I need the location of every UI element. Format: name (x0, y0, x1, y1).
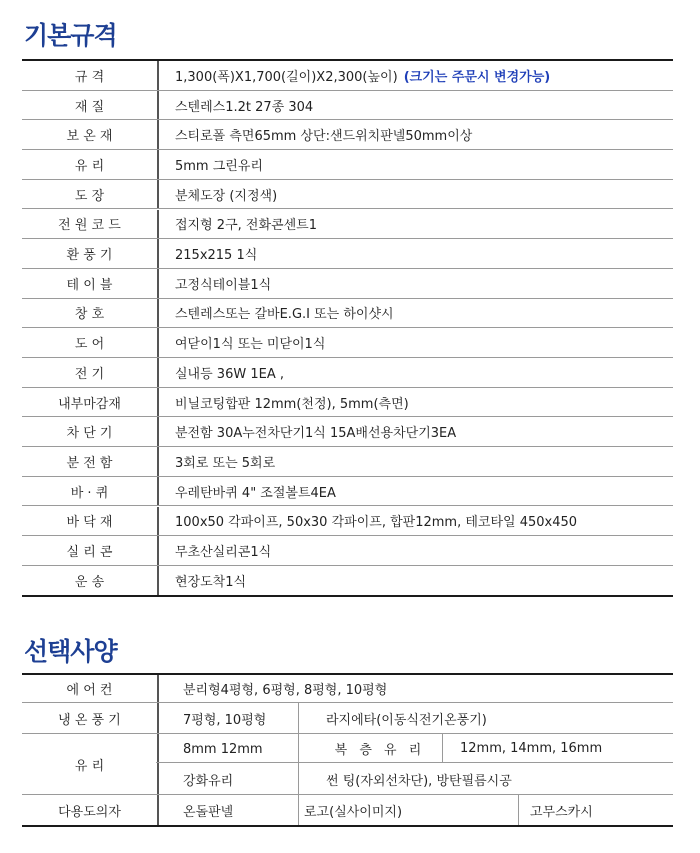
spec-row (22, 477, 673, 507)
spec-label: 전 기 (22, 358, 159, 387)
divider (442, 734, 443, 762)
spec-value (175, 417, 456, 446)
spec-value-text: 분전함 30A누전차단기1식 15A배선용차단기3EA (175, 426, 457, 442)
option-value-multi-1: 온돌판넬 (183, 804, 234, 820)
spec-row (22, 210, 673, 240)
spec-value-text: 1,300(폭)X1,700(길이)X2,300(높이) (175, 69, 398, 85)
option-value-heater-extra: 라지에타(이동식전기온풍기) (326, 712, 487, 728)
option-value-glass-thickness: 8mm 12mm (183, 741, 263, 757)
spec-value-text: 스텐레스또는 갈바E.G.I 또는 하이샷시 (175, 307, 394, 323)
spec-label: 바 닥 재 (22, 507, 159, 536)
spec-value-text: 실내등 36W 1EA , (175, 366, 284, 382)
spec-value (175, 91, 313, 120)
spec-label: 내부마감재 (22, 388, 159, 417)
divider (298, 734, 299, 794)
spec-value-text: 100x50 각파이프, 50x30 각파이프, 합판12mm, 테코타일 450x450 (175, 515, 578, 531)
option-label-glass: 유 리 (22, 734, 159, 794)
spec-value (175, 269, 271, 298)
spec-label: 테 이 블 (22, 269, 159, 298)
spec-label: 유 리 (22, 150, 159, 179)
spec-row (22, 536, 673, 566)
option-row-heater (22, 703, 673, 734)
spec-label: 보 온 재 (22, 120, 159, 149)
spec-value (175, 388, 409, 417)
spec-label: 실 리 콘 (22, 536, 159, 565)
spec-label: 차 단 기 (22, 417, 159, 446)
spec-value-text: 5mm 그린유리 (175, 158, 263, 174)
spec-value (175, 299, 394, 328)
option-label-heater: 냉 온 풍 기 (22, 703, 159, 733)
spec-label: 환 풍 기 (22, 239, 159, 268)
spec-value-text: 현장도착1식 (175, 574, 247, 590)
option-label-double-glass: 복 층 유 리 (334, 742, 426, 758)
spec-label: 도 어 (22, 328, 159, 357)
spec-row (22, 239, 673, 269)
spec-label: 재 질 (22, 91, 159, 120)
option-value-aircon: 분리형4평형, 6평형, 8평형, 10평형 (183, 683, 388, 698)
spec-row (22, 507, 673, 537)
spec-value (175, 210, 317, 239)
spec-row (22, 328, 673, 358)
spec-row (22, 91, 673, 121)
spec-value-text: 여닫이1식 또는 미닫이1식 (175, 337, 326, 353)
spec-label: 바 · 퀴 (22, 477, 159, 506)
spec-value (175, 328, 325, 357)
spec-value-text: 스티로폴 측면65mm 상단:샌드위치판넬50mm이상 (175, 129, 473, 145)
option-value-glass-tempered: 강화유리 (183, 773, 234, 789)
spec-label: 분 전 함 (22, 447, 159, 476)
options-section-title: 선택사양 (24, 637, 117, 666)
option-value-double-glass: 12mm, 14mm, 16mm (460, 740, 603, 756)
spec-value (175, 566, 246, 595)
spec-label: 규 격 (22, 61, 159, 90)
spec-label: 운 송 (22, 566, 159, 595)
spec-value-text: 215x215 1식 (175, 248, 258, 264)
spec-value-text: 접지형 2구, 전화콘센트1 (175, 218, 317, 234)
spec-row (22, 358, 673, 388)
spec-value (175, 447, 275, 476)
divider (298, 795, 299, 825)
spec-row (22, 61, 673, 91)
option-row-aircon (22, 675, 673, 703)
divider (298, 703, 299, 733)
spec-value (175, 477, 336, 506)
spec-label: 전 원 코 드 (22, 210, 159, 239)
spec-value-text: 3회로 또는 5회로 (175, 455, 276, 471)
spec-value (175, 180, 277, 209)
option-label-aircon: 에 어 컨 (22, 675, 159, 702)
options-table-bottom-rule (22, 825, 673, 827)
option-label-multi: 다용도의자 (22, 795, 159, 825)
spec-row (22, 566, 673, 597)
spec-row (22, 180, 673, 210)
spec-label: 창 호 (22, 299, 159, 328)
spec-value (175, 61, 550, 90)
spec-note: (크기는 주문시 변경가능) (403, 69, 551, 85)
spec-value-text: 비닐코팅합판 12mm(천정), 5mm(측면) (175, 396, 409, 412)
spec-value (175, 120, 472, 149)
spec-value (175, 536, 271, 565)
spec-value (175, 507, 577, 536)
divider (518, 795, 519, 825)
divider (156, 762, 673, 763)
spec-row (22, 447, 673, 477)
spec-row (22, 388, 673, 418)
option-value-tint: 썬 팅(자외선차단), 방탄필름시공 (326, 773, 512, 789)
spec-row (22, 269, 673, 299)
spec-row (22, 120, 673, 150)
spec-section-title: 기본규격 (24, 21, 117, 50)
spec-value-text: 분체도장 (지정색) (175, 188, 278, 204)
option-value-multi-2: 로고(실사이미지) (304, 804, 403, 820)
spec-value (175, 358, 284, 387)
spec-row (22, 150, 673, 180)
spec-row (22, 299, 673, 329)
spec-value-text: 무초산실리콘1식 (175, 545, 272, 561)
spec-value-text: 스텐레스1.2t 27종 304 (175, 99, 314, 115)
spec-value-text: 고정식테이블1식 (175, 277, 272, 293)
spec-value-text: 우레탄바퀴 4" 조절볼트4EA (175, 485, 336, 501)
spec-label: 도 장 (22, 180, 159, 209)
option-value-heater: 7평형, 10평형 (183, 712, 267, 728)
spec-value (175, 150, 263, 179)
option-value-multi-3: 고무스카시 (530, 804, 593, 820)
spec-row (22, 417, 673, 447)
spec-value (175, 239, 257, 268)
